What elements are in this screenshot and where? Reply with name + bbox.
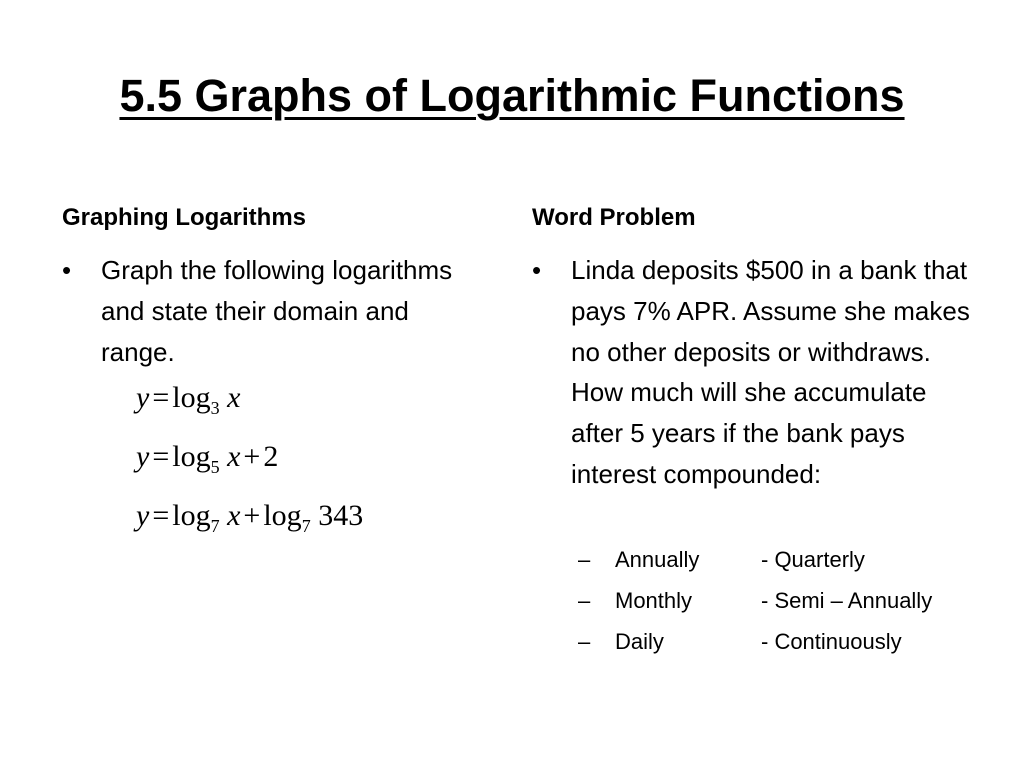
formula-1-eq: = <box>152 381 170 414</box>
dash-marker: – <box>578 547 591 572</box>
formula-3-const: 343 <box>318 499 364 532</box>
formula-2-op: + <box>243 440 261 473</box>
option-semi-annually: - Semi – Annually <box>761 588 933 613</box>
formula-3-base: 7 <box>210 516 220 536</box>
formula-2-const: 2 <box>263 440 279 473</box>
formula-1 <box>136 374 496 433</box>
slide-title-text: 5.5 Graphs of Logarithmic Functions <box>119 70 905 121</box>
list-item <box>578 542 998 583</box>
formula-2-log: log <box>172 440 211 473</box>
graphing-bullet <box>62 250 482 372</box>
graphing-bullet-text: Graph the following logarithms and state their domain and range. <box>101 255 453 367</box>
formula-2-eq: = <box>152 440 170 473</box>
formula-2-lhs: y <box>136 440 150 473</box>
formula-3-arg: x <box>227 499 241 532</box>
slide-title <box>0 66 1024 126</box>
compounding-options-list <box>578 542 998 665</box>
formula-3-log2: log <box>263 499 302 532</box>
dash-marker: – <box>578 629 591 654</box>
formula-2-arg: x <box>227 440 241 473</box>
option-monthly: Monthly <box>615 588 693 613</box>
list-item <box>578 624 998 665</box>
formula-3-lhs: y <box>136 499 150 532</box>
formula-2-base: 5 <box>210 457 220 477</box>
dash-marker: – <box>578 588 591 613</box>
formula-3-base2: 7 <box>301 516 311 536</box>
formula-3 <box>136 492 496 551</box>
formula-3-op: + <box>243 499 261 532</box>
formula-2 <box>136 433 496 492</box>
option-annually: Annually <box>615 547 700 572</box>
word-problem-bullet <box>532 250 972 495</box>
option-daily: Daily <box>615 629 664 654</box>
formula-1-log: log <box>172 381 211 414</box>
bullet-marker: • <box>532 255 542 285</box>
formula-1-base: 3 <box>210 398 220 418</box>
word-problem-bullet-text: Linda deposits $500 in a bank that pays 7% APR. Assume she makes no other deposits or withdraws. How much will she accumulate after 5 years if the bank pays interest compounded: <box>571 255 970 489</box>
formula-1-lhs: y <box>136 381 150 414</box>
bullet-marker: • <box>62 255 72 285</box>
graphing-logarithms-heading: Graphing Logarithms <box>62 204 307 231</box>
formula-1-arg: x <box>227 381 241 414</box>
formula-3-log: log <box>172 499 211 532</box>
formula-3-eq: = <box>152 499 170 532</box>
option-continuously: - Continuously <box>761 629 902 654</box>
word-problem-heading: Word Problem <box>532 204 696 231</box>
formula-list <box>136 374 496 551</box>
list-item <box>578 583 998 624</box>
option-quarterly: - Quarterly <box>761 547 865 572</box>
